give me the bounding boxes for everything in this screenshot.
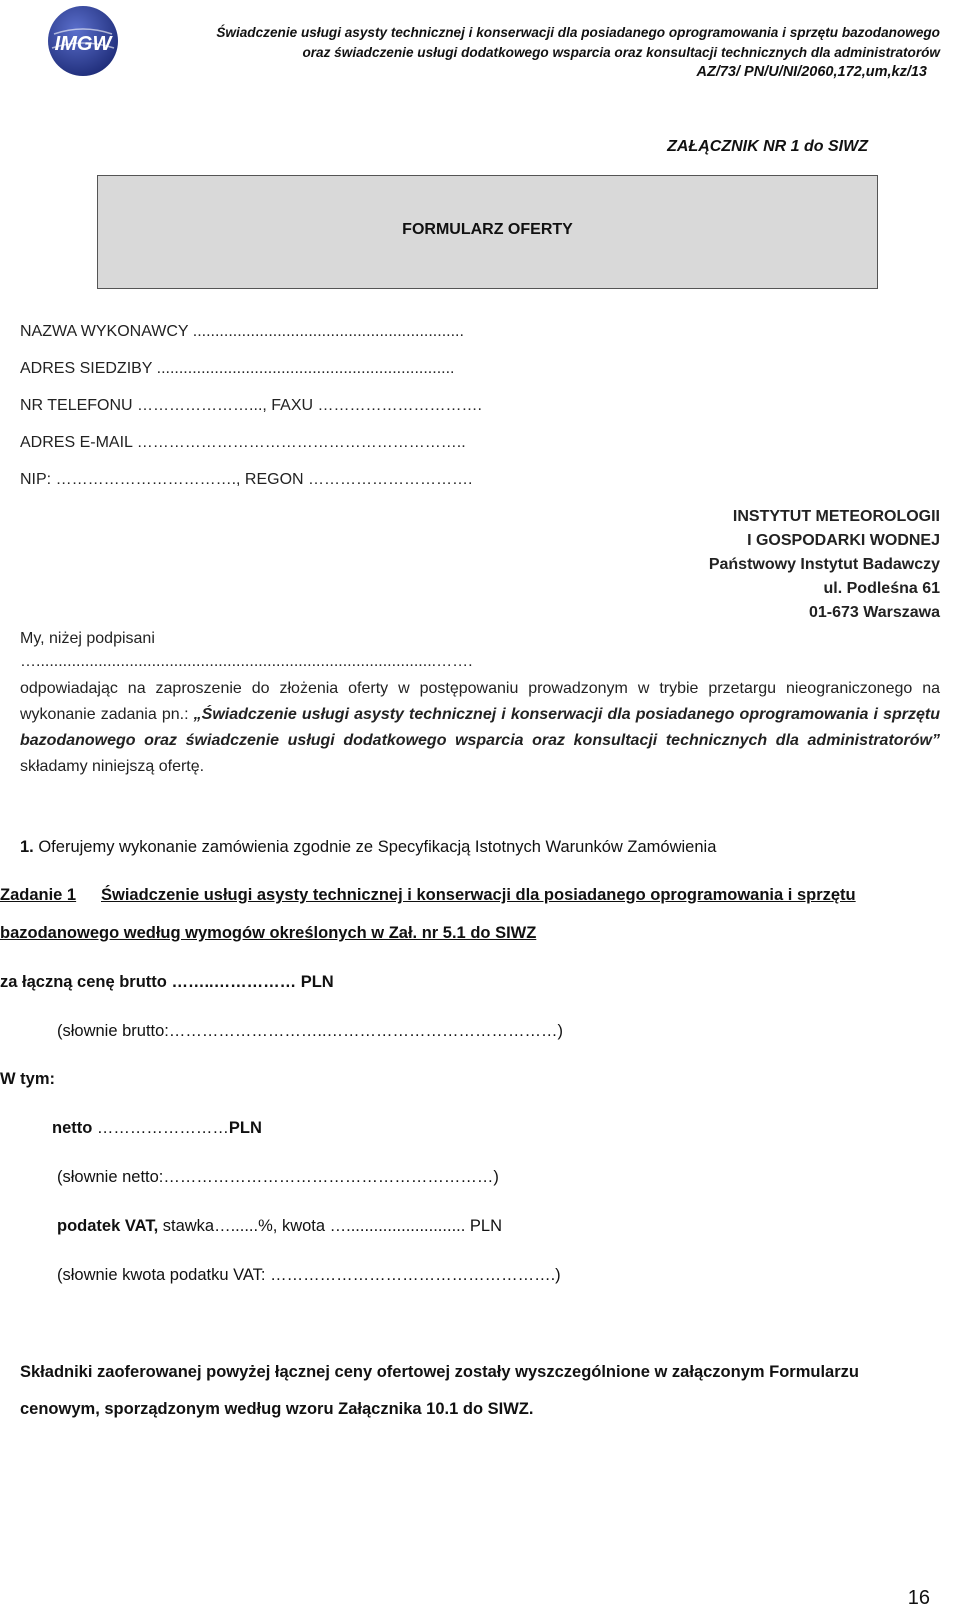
signed-label: My, niżej podpisani [20, 630, 155, 647]
offer-text: Oferujemy wykonanie zamówienia zgodnie ze Specyfikacją Istotnych Warunków Zamówienia [33, 838, 717, 856]
offer-line [20, 838, 716, 857]
institute-line-4: ul. Podleśna 61 [823, 580, 940, 597]
header-line-1: Świadczenie usługi asysty technicznej i konserwacji dla posiadanego oprogramowania i sprzętu bazodanowego [216, 25, 940, 40]
netto-line[interactable] [52, 1119, 262, 1138]
task-line-1: Świadczenie usługi asysty technicznej i konserwacji dla posiadanego oprogramowania i sprzętu [101, 886, 856, 904]
words-net[interactable]: (słownie netto:……………………………………………………) [57, 1168, 499, 1186]
form-title: FORMULARZ OFERTY [402, 221, 573, 238]
footer-note-line-2: cenowym, sporządzonym według wzoru Załącznika 10.1 do SIWZ. [20, 1400, 534, 1418]
footer-note-line-1: Składniki zaoferowanej powyżej łącznej ceny ofertowej zostały wyszczególnione w załączonym Formularzu [20, 1363, 859, 1381]
annex-label: ZAŁĄCZNIK NR 1 do SIWZ [667, 138, 868, 155]
field-email[interactable]: ADRES E-MAIL …………………………………………………….. [20, 434, 466, 451]
w-tym-label: W tym: [0, 1070, 55, 1088]
words-gross[interactable]: (słownie brutto:………………………..……………………………………) [57, 1022, 564, 1040]
institute-address [709, 505, 940, 625]
form-title-box [97, 175, 878, 289]
signed-dots[interactable]: …..........................................................................................……. [20, 653, 473, 670]
vat-line[interactable] [57, 1217, 502, 1236]
header-line-2: oraz świadczenie usługi dodatkowego wsparcia oraz konsultacji technicznych dla administratorów [302, 45, 940, 60]
intro-prefix: odpowiadając na zaproszenie do złożenia oferty w postępowaniu prowadzonym w trybie przetargu nieograniczonego na wykonanie zadania pn.: [20, 680, 940, 723]
task-label: Zadanie 1 [0, 886, 77, 904]
offer-number: 1. [20, 838, 34, 856]
field-phone-fax[interactable]: NR TELEFONU …………………..., FAXU …………………………. [20, 397, 482, 414]
header-reference: AZ/73/ PN/U/NI/2060,172,um,kz/13 [696, 64, 927, 80]
institute-line-5: 01-673 Warszawa [808, 604, 940, 621]
words-vat[interactable]: (słownie kwota podatku VAT: …………………………………………….) [57, 1266, 561, 1284]
netto-dots: …………………… [92, 1119, 229, 1137]
vat-label: podatek VAT, [57, 1217, 159, 1235]
total-price[interactable]: za łączną cenę brutto ……..…………… PLN [0, 973, 334, 991]
intro-suffix: składamy niniejszą ofertę. [20, 758, 205, 775]
field-contractor-name[interactable]: NAZWA WYKONAWCY ............................................................. [20, 323, 464, 340]
institute-line-2: I GOSPODARKI WODNEJ [747, 532, 940, 549]
imgw-logo [46, 4, 120, 78]
netto-unit: PLN [228, 1119, 262, 1137]
netto-label: netto [52, 1119, 93, 1137]
vat-rest: stawka…......%, kwota ….......................... PLN [158, 1217, 502, 1235]
svg-text:IMGW: IMGW [54, 33, 112, 55]
institute-line-3: Państwowy Instytut Badawczy [708, 556, 940, 573]
task-line-2: bazodanowego według wymogów określonych w Zał. nr 5.1 do SIWZ [0, 924, 537, 942]
intro-title: „Świadczenie usługi asysty technicznej i konserwacji dla posiadanego oprogramowania i sprzętu bazodanowego oraz świadczenie usługi dodatkowego wsparcia oraz konsultacji technicznych dla administratorów” [20, 706, 941, 749]
field-nip-regon[interactable]: NIP: ……………………………., REGON …………………………. [20, 471, 473, 488]
intro-paragraph [20, 676, 940, 780]
institute-line-1: INSTYTUT METEOROLOGII [732, 508, 940, 525]
page-number: 16 [907, 1587, 930, 1609]
field-address[interactable]: ADRES SIEDZIBY ................................................................... [20, 360, 455, 377]
